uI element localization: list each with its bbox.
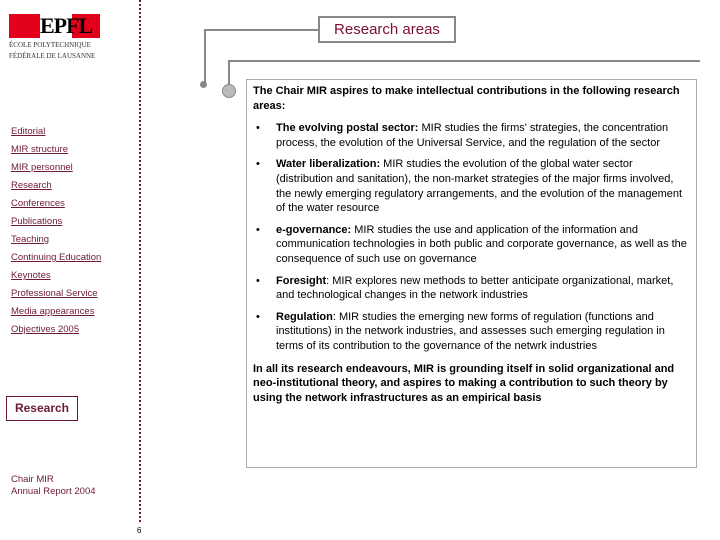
divider xyxy=(139,0,141,522)
sidebar-nav xyxy=(11,126,101,342)
nav-research[interactable]: Research xyxy=(11,180,52,191)
nav-keynotes[interactable]: Keynotes xyxy=(11,270,51,281)
connector-dot xyxy=(222,84,236,98)
connector-dot xyxy=(200,81,207,88)
nav-professional-service[interactable]: Professional Service xyxy=(11,288,98,299)
nav-publications[interactable]: Publications xyxy=(11,216,63,227)
section-label: Research xyxy=(6,396,78,421)
page-number: 6 xyxy=(137,526,142,535)
list-item: • Regulation: MIR studies the emerging new forms of regulation (functions and institutions) in the network industries, and assesses such emerging regulation in terms of its contribution to the governance of the netwrk industries xyxy=(256,310,665,352)
research-list xyxy=(253,121,690,353)
intro-text: The Chair MIR aspires to make intellectual contributions in the following research areas: xyxy=(253,85,680,112)
page-title: Research areas xyxy=(318,16,456,43)
list-item: • e-governance: MIR studies the use and application of the information and communication technologies in both public and corporate governance, as well as the consequence of such use on governance xyxy=(256,223,687,265)
nav-mir-personnel[interactable]: MIR personnel xyxy=(11,162,73,173)
content-box xyxy=(246,79,697,468)
nav-continuing-education[interactable]: Continuing Education xyxy=(11,252,102,263)
footer: Chair MIR Annual Report 2004 xyxy=(11,474,96,497)
nav-editorial[interactable]: Editorial xyxy=(11,126,46,137)
nav-teaching[interactable]: Teaching xyxy=(11,234,50,245)
outro-text: In all its research endeavours, MIR is grounding itself in solid organizational and neo-institutional theory, and aspires to making a contribution to such theory by using the network infrastructures as an empirical basis xyxy=(253,362,675,404)
list-item: • Water liberalization: MIR studies the evolution of the global water sector (distribution and sanitation), the non-market strategies of the major firms involved, the newly emerging regulatory arrangements, and the evolution of the management of the water resource xyxy=(256,158,683,215)
list-item: • The evolving postal sector: MIR studies the firms' strategies, the concentration process, the evolution of the Universal Service, and the regulation of the sector xyxy=(256,122,669,149)
nav-objectives-2005[interactable]: Objectives 2005 xyxy=(11,324,80,335)
nav-conferences[interactable]: Conferences xyxy=(11,198,65,209)
nav-mir-structure[interactable]: MIR structure xyxy=(11,144,69,155)
epfl-logo: EPFL ÉCOLE POLYTECHNIQUE FÉDÉRALE DE LAUSANNE xyxy=(9,14,100,60)
nav-media-appearances[interactable]: Media appearances xyxy=(11,306,95,317)
list-item: • Foresight: MIR explores new methods to better anticipate organizational, market, and technological changes in the network industries xyxy=(256,274,674,302)
